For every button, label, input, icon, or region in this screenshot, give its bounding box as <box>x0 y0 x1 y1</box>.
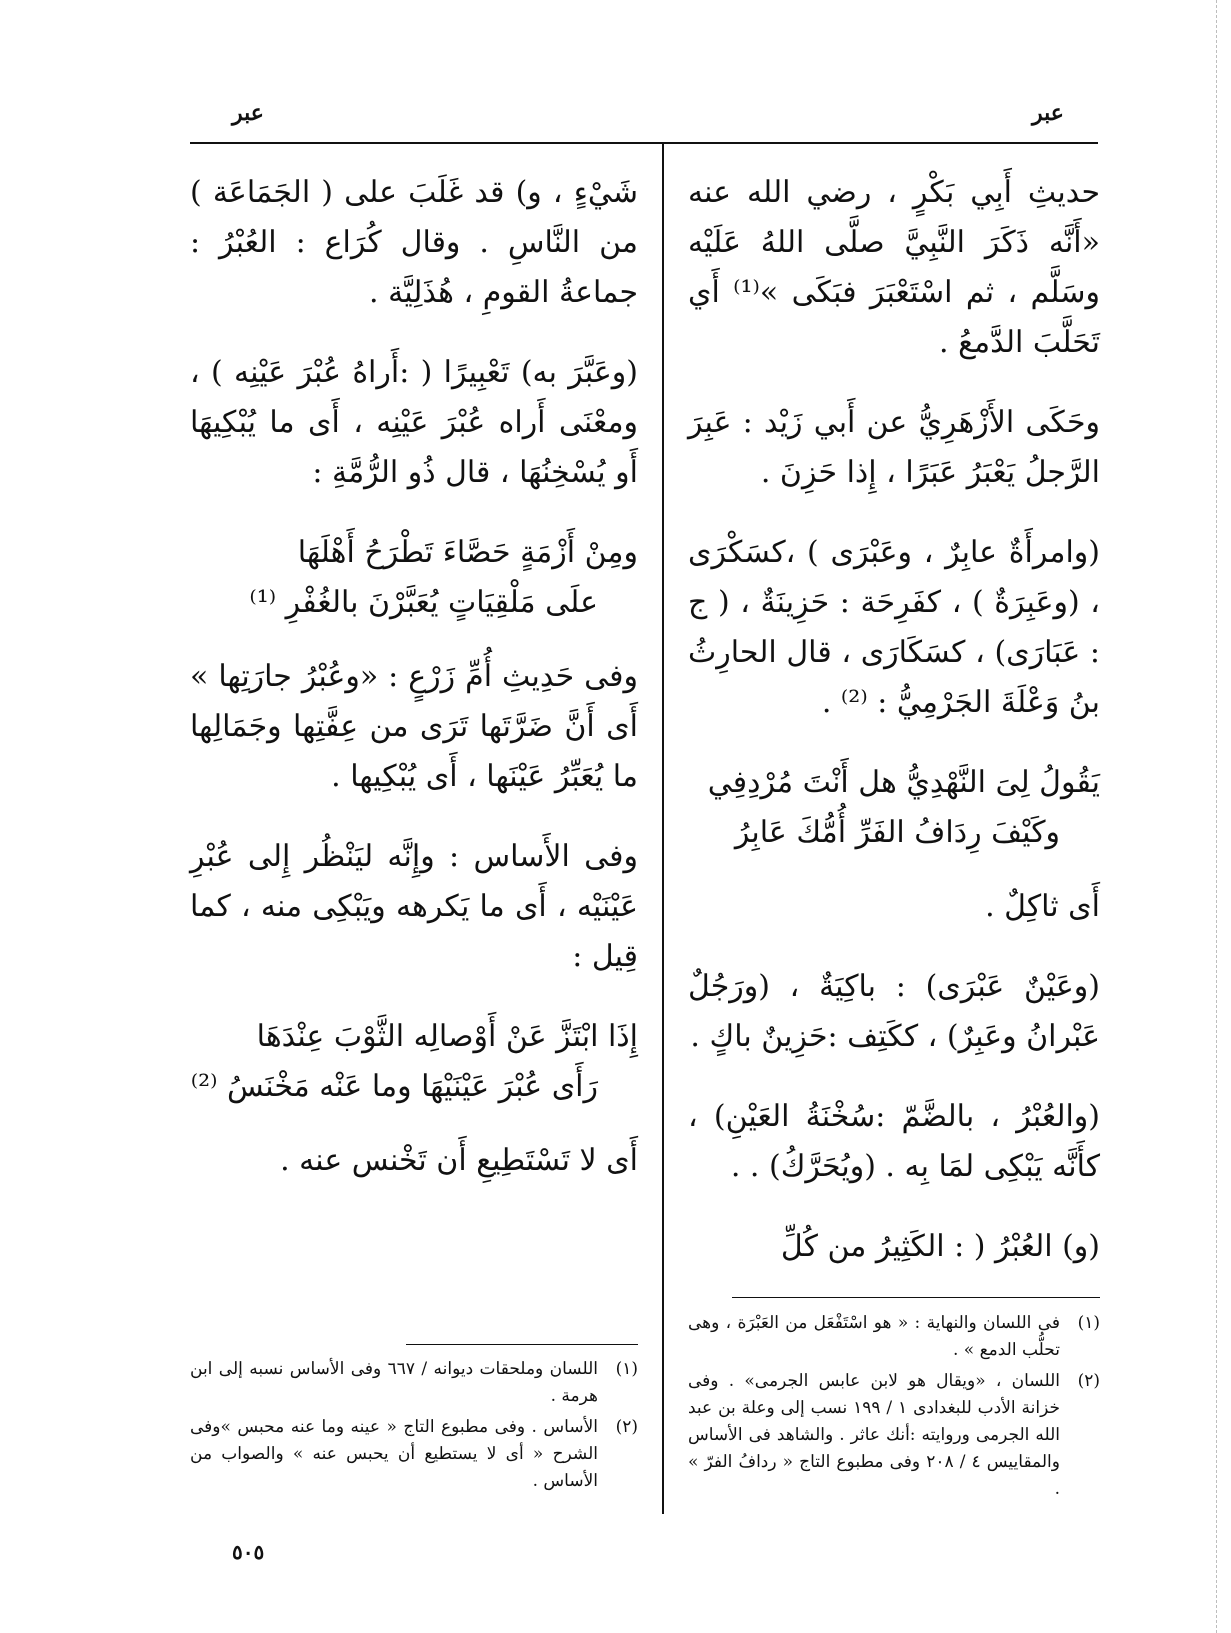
footnote-text: الأساس . وفى مطبوع التاج « عينه وما عنه محبس »وفى الشرح « أى لا يستطيع أن يحبس عنه » والصواب من الأساس . <box>190 1417 598 1491</box>
left-verse-2-line-1: إِذَا ابْتَزَّ عَنْ أَوْصالِه الثَّوْبَ عِنْدَهَا <box>256 1019 638 1054</box>
header-rule <box>190 142 1098 144</box>
left-footnote-rule <box>406 1344 638 1345</box>
footnote-number: (٢) <box>615 1417 638 1437</box>
right-verse-line-2: وكَيْفَ رِدَافُ الفَرِّ أُمُّكَ عَابِرُ <box>734 815 1060 850</box>
column-divider <box>662 144 664 1514</box>
footnote <box>688 1368 1100 1503</box>
left-verse-2 <box>190 1012 638 1112</box>
right-paragraph-4: أَى ثاكِلٌ . <box>985 889 1100 924</box>
scan-edge-line <box>1216 0 1217 1633</box>
left-paragraph-5: أَى لا تَسْتَطِيعِ أَن تَخْنس عنه . <box>280 1143 638 1178</box>
right-paragraph-7: (و) العُبْرُ ( : الكَثِيرُ من كُلِّ <box>780 1229 1100 1264</box>
left-paragraph-1: شَيْءٍ ، و) قد غَلَبَ على ( الجَمَاعَة ) من النَّاسِ . وقال كُرَاع : العُبْرُ : جماعةُ القومِ ، هُذَلِيَّة . <box>190 175 638 310</box>
footnote-number: (١) <box>1077 1313 1100 1333</box>
left-column <box>190 168 638 1216</box>
right-footnote-rule <box>732 1297 1100 1298</box>
right-paragraph-3: (وامرأَةٌ عابِرٌ ، وعَبْرَى ) ،كسَكْرَى ، (وعَبِرَةٌ ) ، كفَرِحَة : حَزِينَةٌ ، ( ج : عَبَارَى) ، كسَكَارَى ، قال الحارِثُ بنُ وَعْلَةَ الجَرْمِيُّ : ⁽²⁾ . <box>688 535 1100 720</box>
left-verse-1 <box>190 528 638 628</box>
header-word-right: عبر <box>1032 100 1064 126</box>
right-paragraph-6: (والعُبْرُ ، بالضَّمّ :سُخْنَةُ العَيْنِ) ، كأَنَّه يَبْكِى لمَا بِه . (ويُحَرَّكُ) . . <box>688 1099 1100 1184</box>
left-verse-2-line-2: رَأَى عُبْرَ عَيْنَيْهَا وما عَنْه مَخْنَسُ ⁽²⁾ <box>190 1069 598 1104</box>
right-column <box>688 168 1100 1302</box>
footnote-number: (٢) <box>1077 1371 1100 1391</box>
left-footnotes <box>190 1356 638 1499</box>
left-verse-1-line-1: ومِنْ أَزْمَةٍ حَصَّاءَ تَطْرَحُ أَهْلَهَا <box>297 535 638 570</box>
page-number: ٥٠٥ <box>232 1540 265 1564</box>
left-verse-1-line-2: علَى مَلْقِيَاتٍ يُعَبَّرْنَ بالغُفْرِ ⁽¹⁾ <box>249 585 598 620</box>
footnote-text: اللسان وملحقات ديوانه / ٦٦٧ وفى الأساس نسبه إلى ابن هرمة . <box>190 1359 598 1406</box>
right-verse <box>688 758 1100 858</box>
right-verse-line-1: يَقُولُ لِىَ النَّهْدِيُّ هل أَنْتَ مُرْدِفِي <box>707 765 1100 800</box>
footnote <box>688 1310 1100 1364</box>
footnote-text: اللسان ، «ويقال هو لابن عابس الجرمى» . وفى خزانة الأدب للبغدادى ١ / ١٩٩ نسب إلى وعلة بن عبد الله الجرمى وروايته :أنك عاثر . والشاهد فى الأساس والمقاييس ٤ / ٢٠٨ وفى مطبوع التاج « ردافُ الفرّ » . <box>688 1371 1060 1499</box>
right-paragraph-5: (وعَيْنٌ عَبْرَى) : باكِيَةٌ ، (ورَجُلٌ عَبْرانُ وعَبِرٌ) ، ككَتِف :حَزِينٌ باكٍ . <box>688 969 1100 1054</box>
left-paragraph-3: وفى حَدِيثِ أُمِّ زَرْعٍ : «وعُبْرُ جارَتِها » أَى أَنَّ ضَرَّتَها تَرَى من عِفَّتِها وجَمَالِها ما يُعَبِّرُ عَيْنَها ، أَى يُبْكِيها . <box>190 659 638 794</box>
header-word-left: عبر <box>232 100 264 126</box>
footnote-text: فى اللسان والنهاية : « هو اسْتَفْعَل من العَبْرَة ، وهى تحلُّب الدمع » . <box>688 1313 1060 1360</box>
footnote <box>190 1356 638 1410</box>
left-paragraph-4: وفى الأَساس : وإِنَّه ليَنْظُر إِلى عُبْرِ عَيْنَيْه ، أَى ما يَكرهه ويَبْكِى منه ، كما قِيل : <box>190 839 638 974</box>
footnote-number: (١) <box>615 1359 638 1379</box>
right-paragraph-2: وحَكَى الأَزْهَرِيُّ عن أَبي زَيْد : عَبِرَ الرَّجلُ يَعْبَرُ عَبَرًا ، إِذا حَزِنَ . <box>688 405 1100 490</box>
right-footnotes <box>688 1310 1100 1507</box>
right-paragraph-1: حديثِ أَبِي بَكْرٍ ، رضي الله عنه «أَنَّه ذَكَرَ النَّبِيَّ صلَّى اللهُ عَلَيْه وسَلَّم ، ثم اسْتَعْبَرَ فبَكَى »⁽¹⁾ أَي تَحَلَّبَ الدَّمعُ . <box>688 175 1100 360</box>
left-paragraph-2: (وعَبَّرَ به) تَعْبِيرًا ( :أَراهُ عُبْرَ عَيْنِه ) ، ومعْنَى أَراه عُبْرَ عَيْنِه ، أَى ما يُبْكِيهَا أَو يُسْخِنُهَا ، قال ذُو الرُّمَّةِ : <box>190 355 638 490</box>
footnote <box>190 1414 638 1495</box>
